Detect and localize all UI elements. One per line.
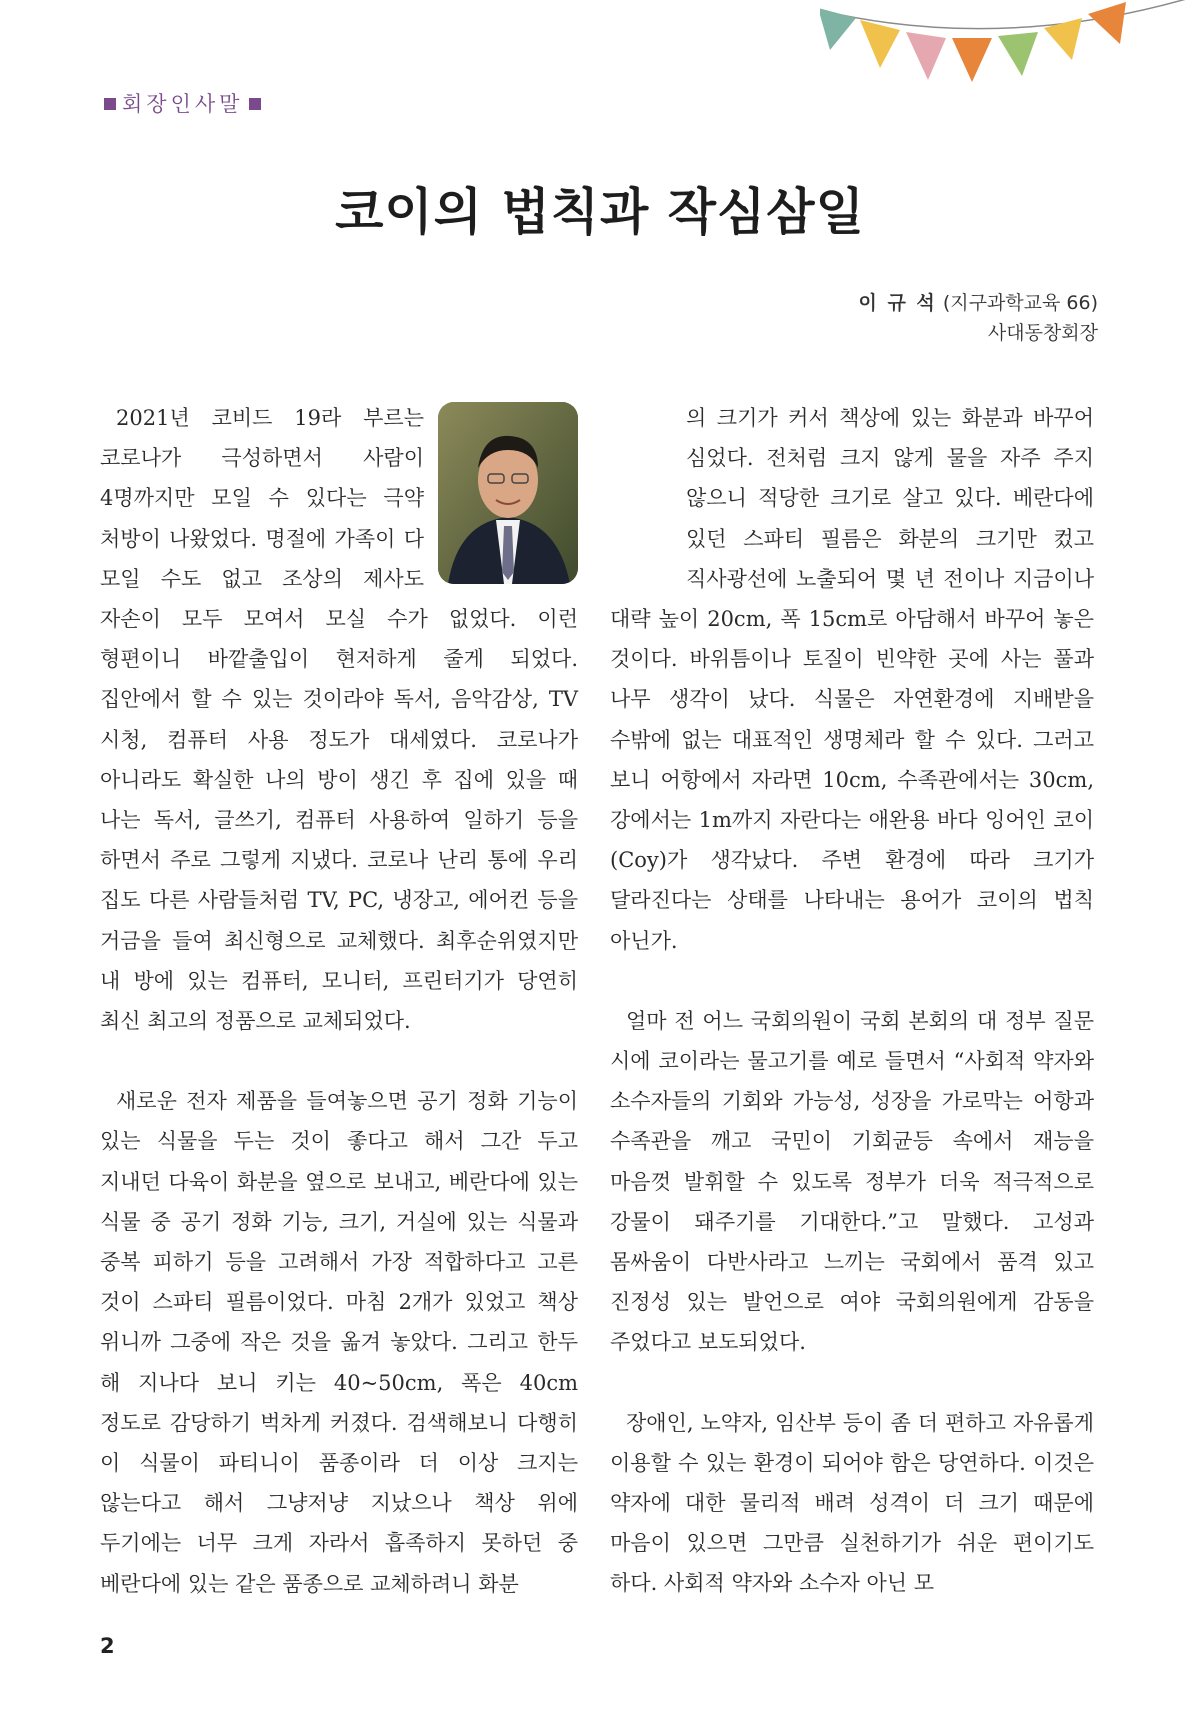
- square-bullet-icon: [104, 98, 116, 110]
- section-label: [98, 88, 267, 118]
- article-column-right: [610, 398, 1094, 1604]
- pennant-flag: [860, 20, 900, 68]
- author-block: [858, 288, 1098, 348]
- paragraph: 새로운 전자 제품을 들여놓으면 공기 정화 기능이 있는 식물을 두는 것이 좋다고 해서 그간 두고 지내던 다육이 화분을 옆으로 보내고, 베란다에 있는 식물 중 공기 정화 기능, 크기, 거실에 있는 식물과 중복 피하기 등을 고려해서 가장 적합하다고 고른 것이 스파티 필름이었다. 마침 2개가 있었고 책상 위니까 그중에 작은 것을 옮겨 놓았다. 그리고 한두 해 지나다 보니 키는 40~50cm, 폭은 40cm 정도로 감당하기 벅차게 커졌다. 검색해보니 다행히 이 식물이 파티니이 품종이라 더 이상 크지는 않는다고 해서 그냥저냥 지났으나 책상 위에 두기에는 너무 크게 자라서 흡족하지 못하던 중 베란다에 있는 같은 품종으로 교체하려니 화분: [100, 1089, 578, 1596]
- square-bullet-icon: [249, 98, 261, 110]
- pennant-flag: [1044, 18, 1082, 60]
- paragraph: 2021년 코비드 19라 부르는 코로나가 극성하면서 사람이 4명까지만 모일 수 있다는 극약 처방이 나왔었다. 명절에 가족이 다 모일 수도 없고 조상의 제사도 자손이 모두 모여서 모실 수가 없었다. 이런 형편이니 바깥출입이 현저하게 줄게 되었다. 집안에서 할 수 있는 것이라야 독서, 음악감상, TV 시청, 컴퓨터 사용 정도가 대세였다. 코로나가 아니라도 확실한 나의 방이 생긴 후 집에 있을 때 나는 독서, 글쓰기, 컴퓨터 사용하여 일하기 등을 하면서 주로 그렇게 지냈다. 코로나 난리 통에 우리 집도 다른 사람들처럼 TV, PC, 냉장고, 에어컨 등을 거금을 들여 최신형으로 교체했다. 최후순위였지만 내 방에 있는 컴퓨터, 모니터, 프린터기가 당연히 최신 최고의 정품으로 교체되었다.: [100, 406, 578, 1034]
- pennant-flag: [820, 8, 856, 50]
- author-role: 사대동창회장: [987, 322, 1098, 344]
- photo-wrap-spacer: [610, 398, 686, 599]
- paragraph: 장애인, 노약자, 임산부 등이 좀 더 편하고 자유롭게 이용할 수 있는 환경이 되어야 함은 당연하다. 이것은 약자에 대한 물리적 배려 성격이 더 크기 때문에 마음이 있으면 그만큼 실천하기가 쉬운 편이기도 하다. 사회적 약자와 소수자 아닌 모: [610, 1410, 1094, 1596]
- bunting-decoration: [820, 0, 1200, 95]
- article-title: 코이의 법칙과 작심삼일: [335, 183, 865, 241]
- page-number: 2: [100, 1634, 115, 1658]
- author-name: 이 규 석: [858, 292, 937, 314]
- paragraph: 의 크기가 커서 책상에 있는 화분과 바꾸어 심었다. 전처럼 크지 않게 물을 자주 주지 않으니 적당한 크기로 살고 있다. 베란다에 있던 스파티 필름은 화분의 크기만 컸고 직사광선에 노출되어 몇 년 전이나 지금이나 대략 높이 20cm, 폭 15cm로 아담해서 바꾸어 놓은 것이다. 바위틈이나 토질이 빈약한 곳에 사는 풀과 나무 생각이 났다. 식물은 자연환경에 지배받을 수밖에 없는 대표적인 생명체라 할 수 있다. 그러고 보니 어항에서 자라면 10cm, 수족관에서는 30cm, 강에서는 1m까지 자란다는 애완용 바다 잉어인 코이(Coy)가 생각났다. 주변 환경에 따라 크기가 달라진다는 상태를 나타내는 용어가 코이의 법칙 아닌가.: [610, 406, 1094, 953]
- author-affiliation: (지구과학교육 66): [942, 292, 1098, 314]
- pennant-flag: [1088, 2, 1126, 44]
- paragraph: 얼마 전 어느 국회의원이 국회 본회의 대 정부 질문 시에 코이라는 물고기를 예로 들면서 “사회적 약자와 소수자들의 기회와 가능성, 성장을 가로막는 어항과 수족관을 깨고 국민이 기회균등 속에서 재능을 마음껏 발휘할 수 있도록 정부가 더욱 적극적으로 강물이 돼주기를 기대한다.”고 말했다. 고성과 몸싸움이 다반사라고 느끼는 국회에서 품격 있고 진정성 있는 발언으로 여야 국회의원에게 감동을 주었다고 보도되었다.: [610, 1008, 1094, 1355]
- article-column-left: [100, 398, 578, 1604]
- section-label-text: 회장인사말: [122, 92, 244, 116]
- pennant-flag: [998, 32, 1038, 76]
- author-photo: [438, 402, 578, 584]
- pennant-flag: [952, 38, 992, 82]
- pennant-flag: [906, 32, 946, 80]
